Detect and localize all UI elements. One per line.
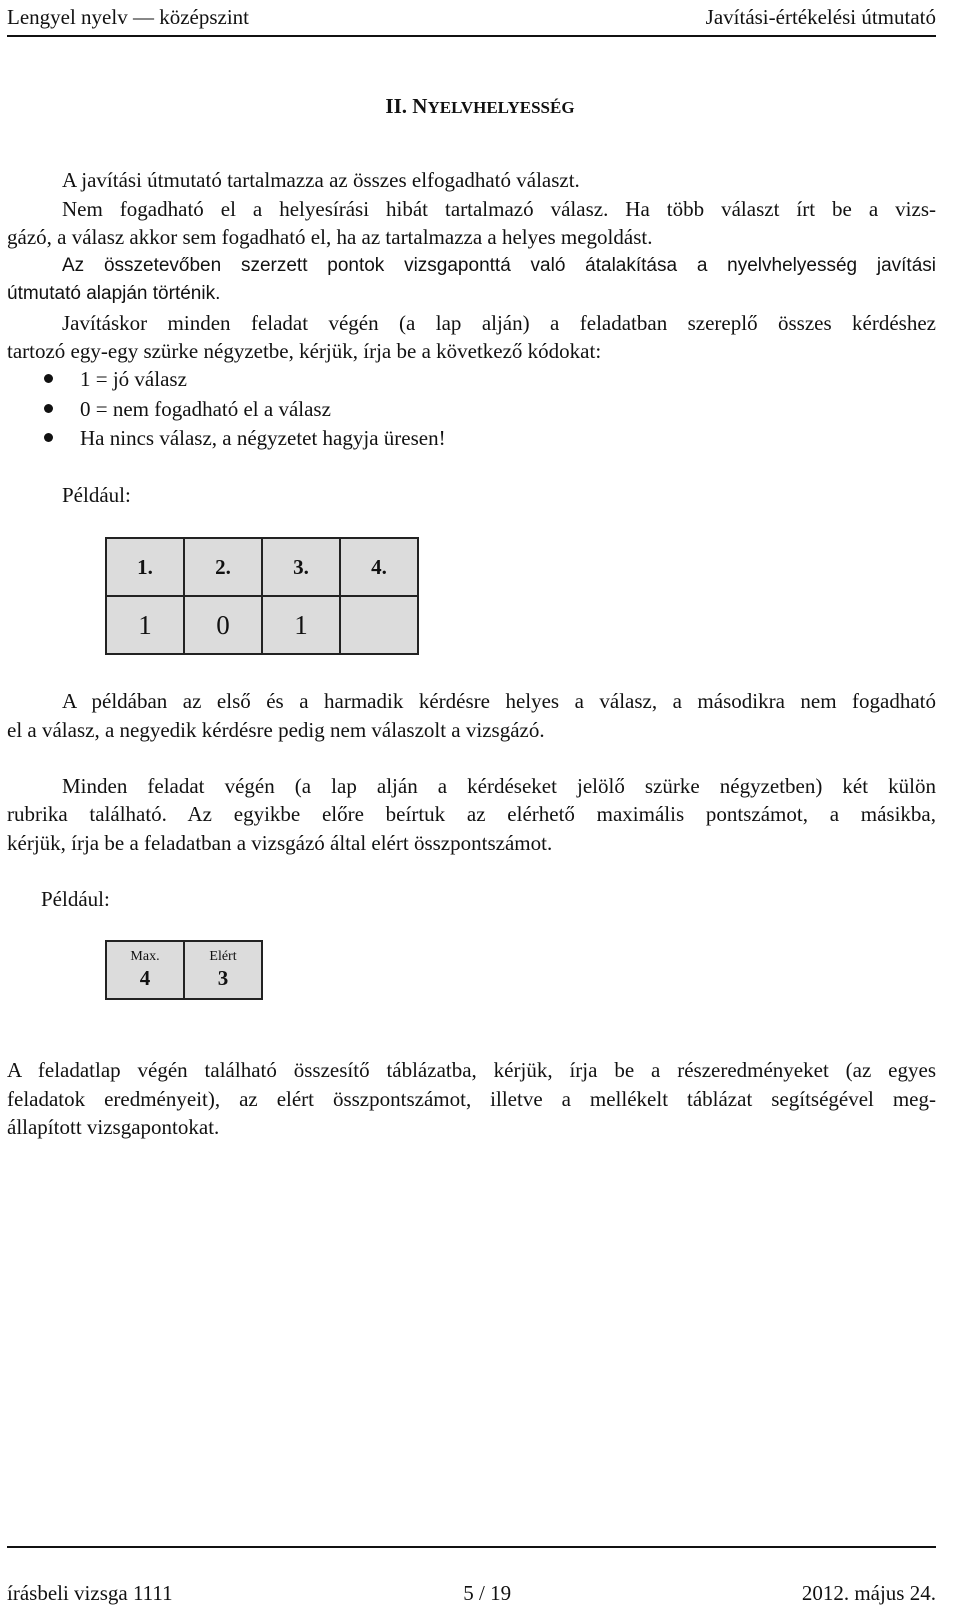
example-label: Például: xyxy=(41,887,110,911)
header-subject: Lengyel nyelv — középszint xyxy=(7,4,250,29)
explain1-line-2: el a válasz, a negyedik kérdésre pedig nem válaszolt a vizsgázó. xyxy=(7,718,545,742)
explain1-line-1: A példában az első és a harmadik kérdésre helyes a válasz, a másodikra nem fogadható xyxy=(62,689,936,713)
question-number: 2. xyxy=(184,538,262,596)
explain2-line-1: Minden feladat végén (a lap alján a kérdéseket jelölő szürke négyzetben) két külön xyxy=(62,774,936,798)
header-doc-type: Javítási-értékelési útmutató xyxy=(705,4,936,29)
question-number: 3. xyxy=(262,538,340,596)
header-rule xyxy=(7,35,936,37)
achieved-score-value: 3 xyxy=(217,965,229,990)
question-number: 4. xyxy=(340,538,418,596)
intro-line-1: A javítási útmutató tartalmazza az összes elfogadható választ. xyxy=(62,168,580,192)
footer-exam-code: írásbeli vizsga 1111 xyxy=(7,1580,173,1605)
achieved-score-label: Elért xyxy=(209,949,237,964)
bullet-dot xyxy=(44,433,53,442)
page-header xyxy=(7,0,936,34)
answer-code: 0 xyxy=(184,596,262,654)
score-example-table xyxy=(105,940,263,1000)
explain2-line-3: kérjük, írja be a feladatban a vizsgázó által elért összpontszámot. xyxy=(7,831,553,855)
answer-code-example-table xyxy=(105,537,419,655)
footer-page-number: 5 / 19 xyxy=(463,1580,512,1605)
max-score-label: Max. xyxy=(130,949,160,964)
question-number: 1. xyxy=(106,538,184,596)
footer-date: 2012. május 24. xyxy=(801,1580,936,1605)
section-title-rest: YELVHELYESSÉG xyxy=(427,98,575,117)
intro-line-2: Nem fogadható el a helyesírási hibát tartalmazó válasz. Ha több választ írt be a vizs- xyxy=(62,197,936,221)
answer-code xyxy=(340,596,418,654)
bullet-item-1: 1 = jó válasz xyxy=(80,367,187,391)
section-title xyxy=(0,94,960,119)
bullet-dot xyxy=(44,374,53,383)
achieved-score-cell xyxy=(184,941,262,999)
intro-line-6: Javításkor minden feladat végén (a lap alján) a feladatban szereplő összes kérdéshez xyxy=(62,311,936,335)
closing-line-3: állapított vizsgapontokat. xyxy=(7,1115,220,1139)
section-number: II. xyxy=(385,94,413,118)
intro-line-5: útmutató alapján történik. xyxy=(7,283,221,304)
footer-rule xyxy=(7,1546,936,1548)
explain2-line-2: rubrika található. Az egyikbe előre beírtuk az elérhető maximális pontszámot, a másikba, xyxy=(7,802,936,826)
bullet-item-3: Ha nincs válasz, a négyzetet hagyja üresen! xyxy=(80,426,446,450)
closing-line-2: feladatok eredményeit), az elért összpontszámot, illetve a mellékelt táblázat segítségével meg- xyxy=(7,1087,936,1111)
max-score-cell xyxy=(106,941,184,999)
intro-line-4: Az összetevőben szerzett pontok vizsgaponttá való átalakítása a nyelvhelyesség javítási xyxy=(62,255,936,276)
closing-line-1: A feladatlap végén található összesítő táblázatba, kérjük, írja be a részeredményeket (az egyes xyxy=(7,1058,936,1082)
max-score-value: 4 xyxy=(139,965,151,990)
bullet-item-2: 0 = nem fogadható el a válasz xyxy=(80,397,331,421)
bullet-dot xyxy=(44,404,53,413)
answer-code: 1 xyxy=(106,596,184,654)
intro-line-3: gázó, a válasz akkor sem fogadható el, ha az tartalmazza a helyes megoldást. xyxy=(7,225,653,249)
section-title-initial: N xyxy=(412,94,428,118)
intro-line-7: tartozó egy-egy szürke négyzetbe, kérjük, írja be a következő kódokat: xyxy=(7,339,602,363)
answer-code: 1 xyxy=(262,596,340,654)
example-label: Például: xyxy=(62,483,131,507)
page-footer xyxy=(7,1578,936,1608)
